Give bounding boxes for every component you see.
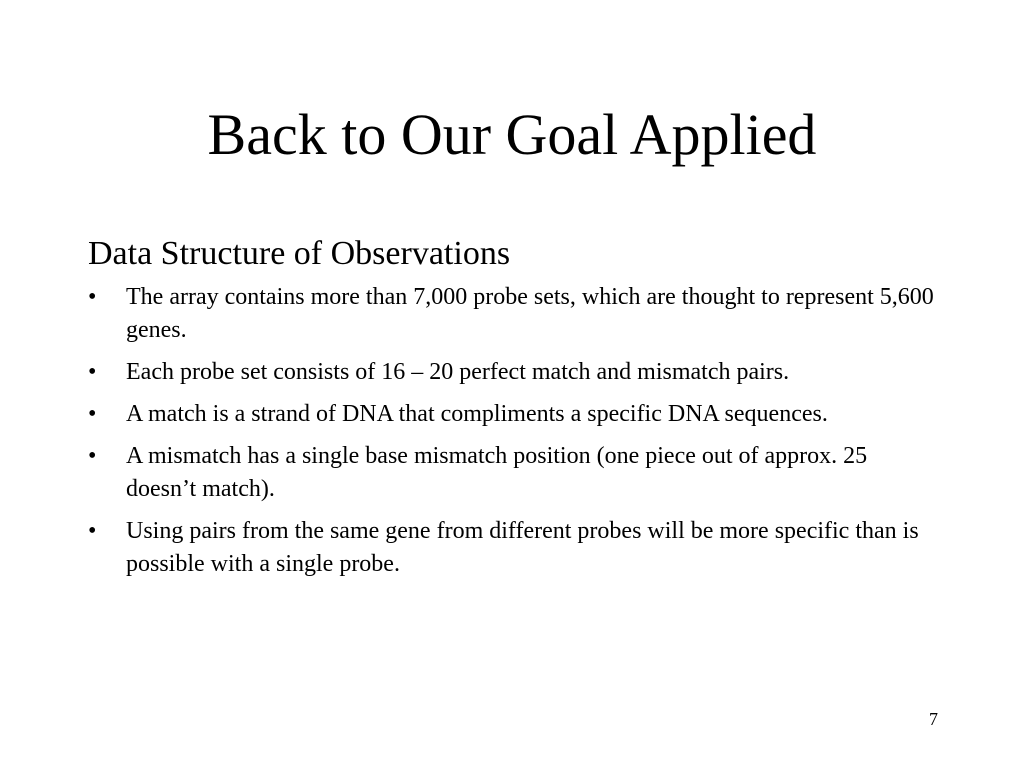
bullet-marker: • xyxy=(88,284,97,310)
bullet-item xyxy=(88,398,938,431)
bullet-text: A mismatch has a single base mismatch position (one piece out of approx. 25 doesn’t match). xyxy=(126,443,868,502)
bullet-item xyxy=(88,281,938,347)
bullet-text: Using pairs from the same gene from different probes will be more specific than is possible with a single probe. xyxy=(126,518,919,577)
bullet-item xyxy=(88,515,938,581)
bullet-marker: • xyxy=(88,443,97,469)
bullet-marker: • xyxy=(88,518,97,544)
slide-content xyxy=(88,233,938,590)
bullet-item xyxy=(88,440,938,506)
bullet-text: Each probe set consists of 16 – 20 perfect match and mismatch pairs. xyxy=(126,359,790,385)
bullet-marker: • xyxy=(88,359,97,385)
bullet-text: A match is a strand of DNA that compliments a specific DNA sequences. xyxy=(126,401,828,427)
page-number: 7 xyxy=(929,709,938,729)
bullet-text: The array contains more than 7,000 probe sets, which are thought to represent 5,600 genes. xyxy=(126,284,934,343)
bullet-item xyxy=(88,356,938,389)
bullet-marker: • xyxy=(88,401,97,427)
slide-title: Back to Our Goal Applied xyxy=(207,102,817,167)
subheading: Data Structure of Observations xyxy=(88,235,511,272)
bullet-list xyxy=(88,281,938,581)
